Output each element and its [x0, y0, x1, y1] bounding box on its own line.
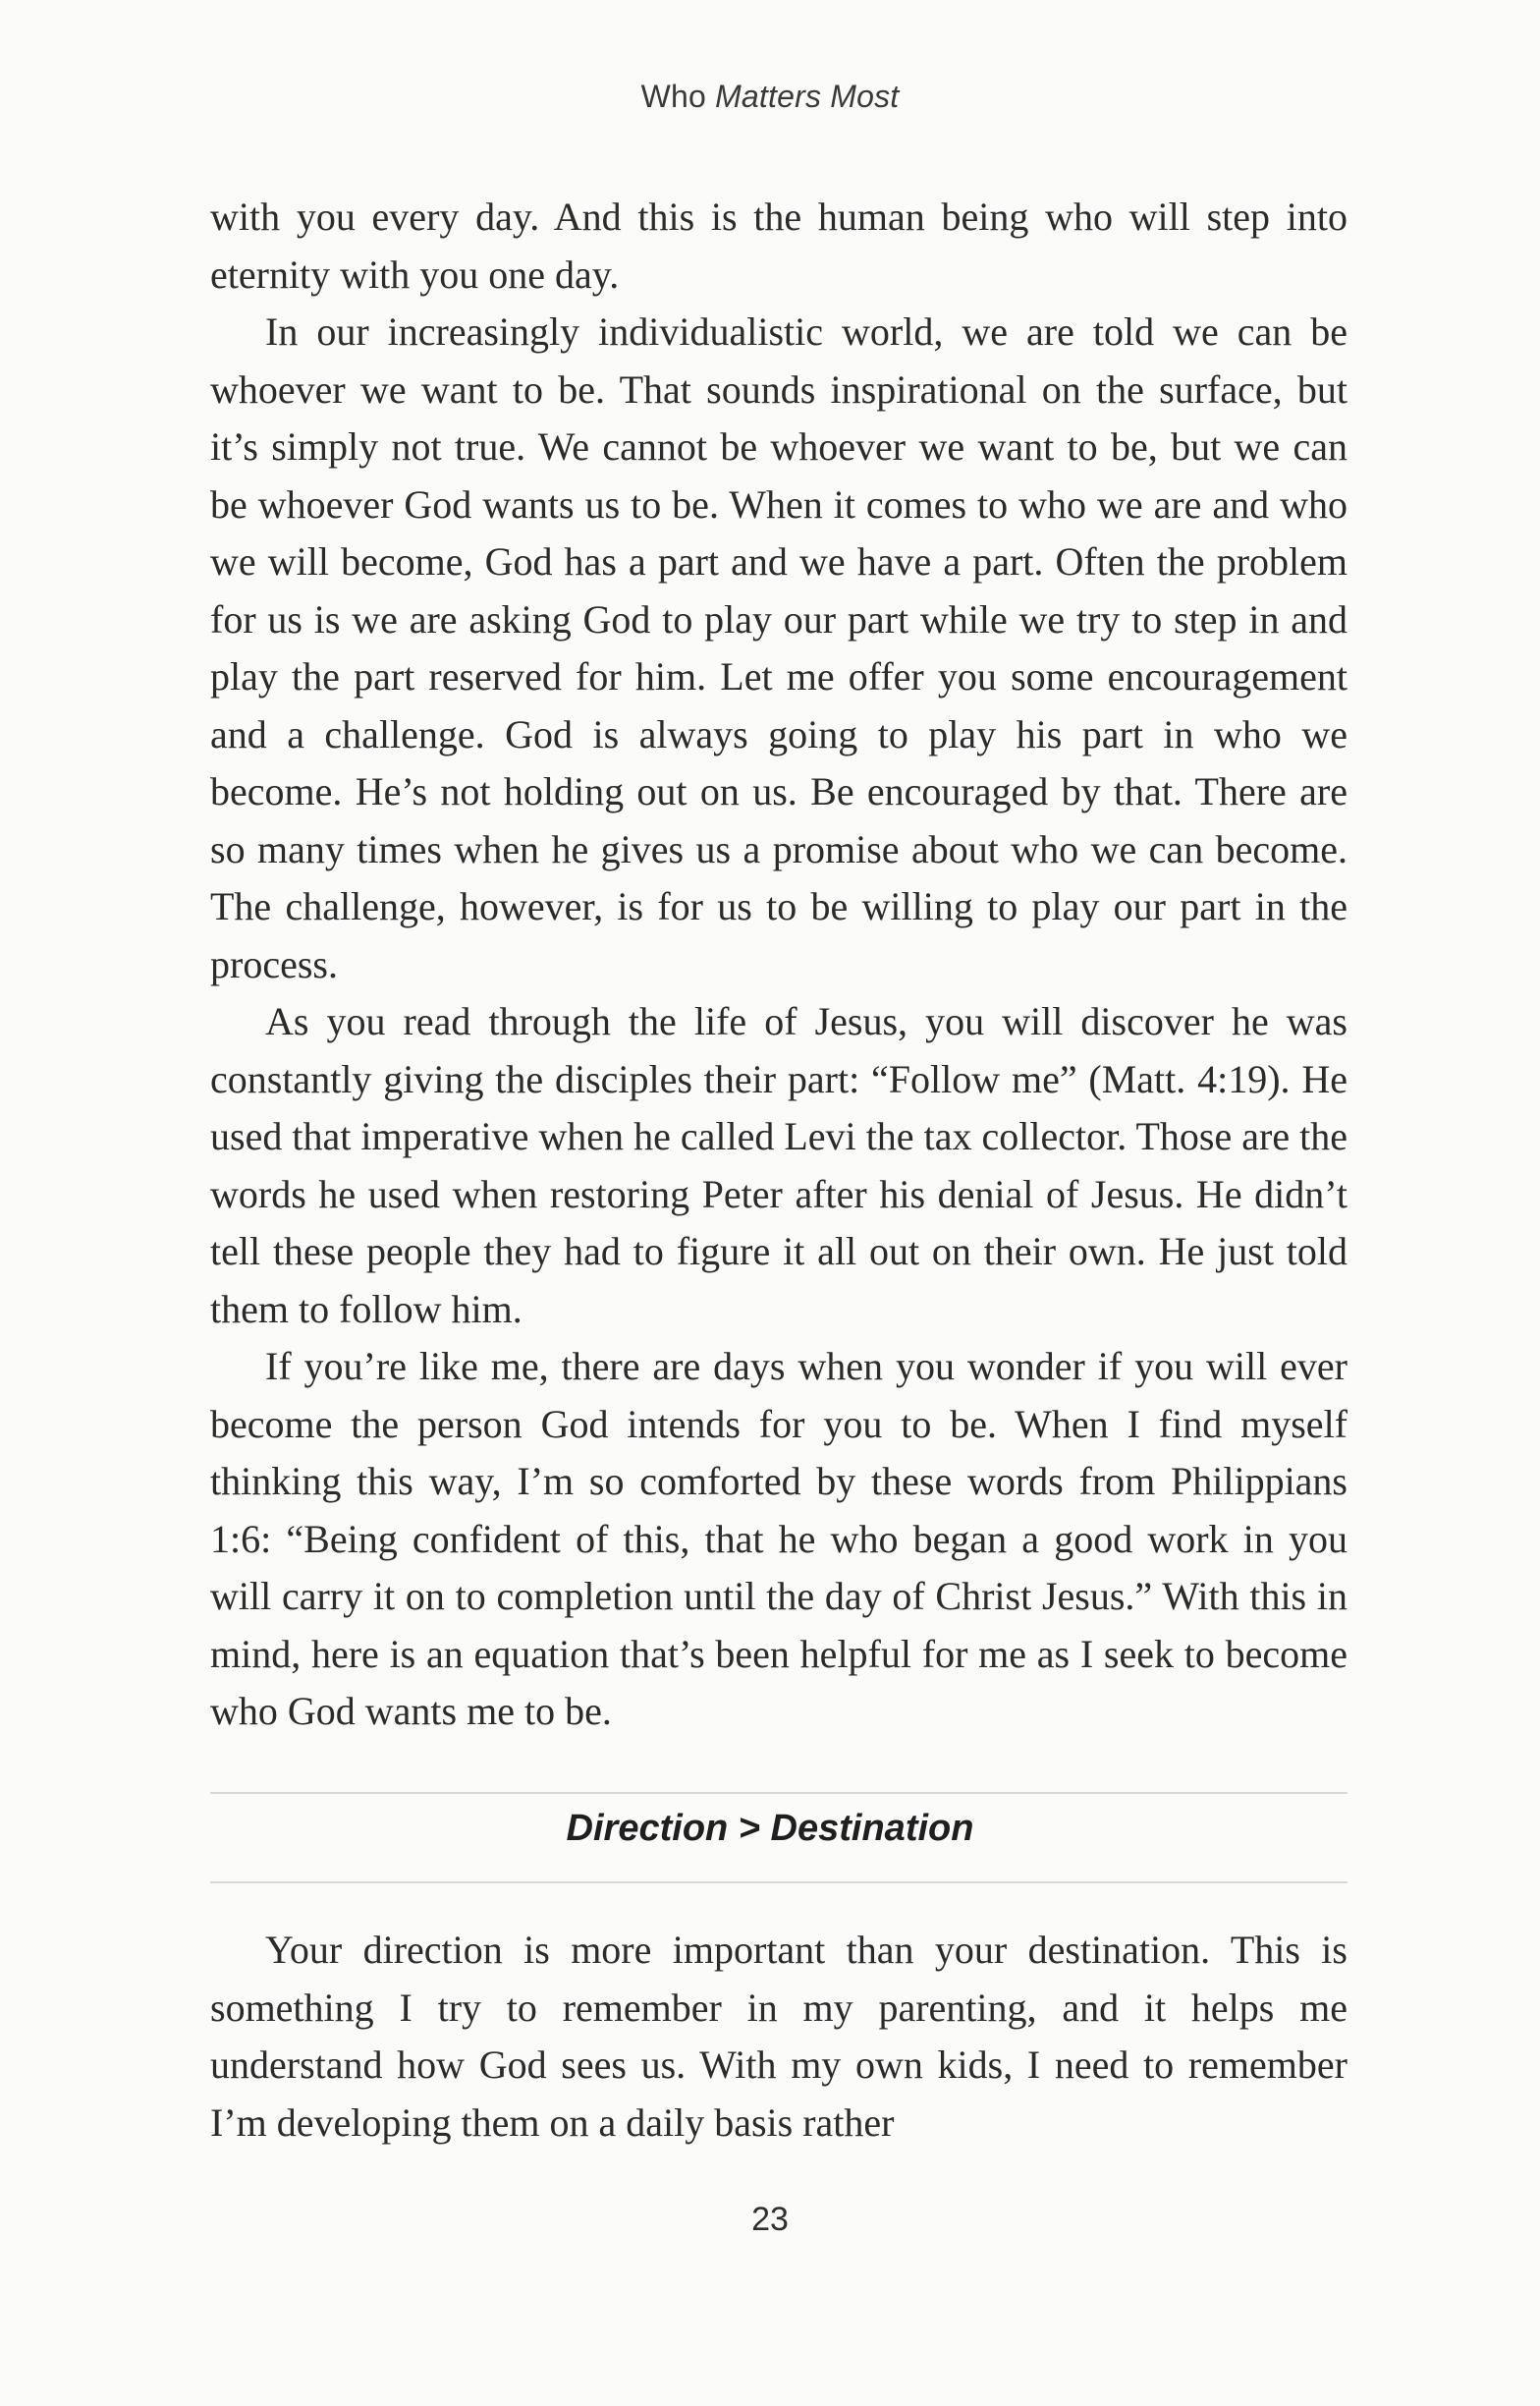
section-subheading: Direction > Destination	[566, 1808, 974, 1849]
paragraph-2: In our increasingly individualistic world, we are told we can be whoever we want to be. That sounds inspirational on the surface, but it’s simply not true. We cannot be whoever we want to be, but we can be whoever God wants us to be. When it comes to who we are and who we will become, God has a part and we have a part. Often the problem for us is we are asking God to play our part while we try to step in and play the part reserved for him. Let me offer you some encouragement and a challenge. God is always going to play his part in who we become. He’s not holding out on us. Be encouraged by that. There are so many times when he gives us a promise about who we can become. The challenge, however, is for us to be willing to play our part in the process.	[210, 309, 1348, 986]
paragraph-4: If you’re like me, there are days when you wonder if you will ever become the person God intends for you to be. When I find myself thinking this way, I’m so comforted by these words from Philippians 1:6: “Being confident of this, that he who began a good work in you will carry it on to completion until the day of Christ Jesus.” With this in mind, here is an equation that’s been helpful for me as I seek to become who God wants me to be.	[210, 1344, 1348, 1733]
subheading-rule-bottom	[210, 1881, 1348, 1883]
running-head-author: Who	[640, 79, 716, 114]
paragraph-5: Your direction is more important than your destination. This is something I try to remember in my parenting, and it helps me understand how God sees us. With my own kids, I need to remember I’m developing them on a daily basis rather	[210, 1928, 1348, 2145]
body-text	[210, 189, 1348, 1741]
paragraph-3: As you read through the life of Jesus, you will discover he was constantly giving the disciples their part: “Follow me” (Matt. 4:19). He used that imperative when he called Levi the tax collector. Those are the words he used when restoring Peter after his denial of Jesus. He didn’t tell these people they had to figure it all out on their own. He just told them to follow him.	[210, 999, 1348, 1331]
running-head-title: Matters Most	[715, 79, 900, 114]
subheading-rule-top	[210, 1792, 1348, 1794]
paragraph-1-continued: with you every day. And this is the human being who will step into eternity with you one day.	[210, 195, 1348, 297]
running-head	[0, 79, 1540, 115]
body-text-after-subheading	[210, 1922, 1348, 2152]
page-number: 23	[751, 2201, 789, 2238]
